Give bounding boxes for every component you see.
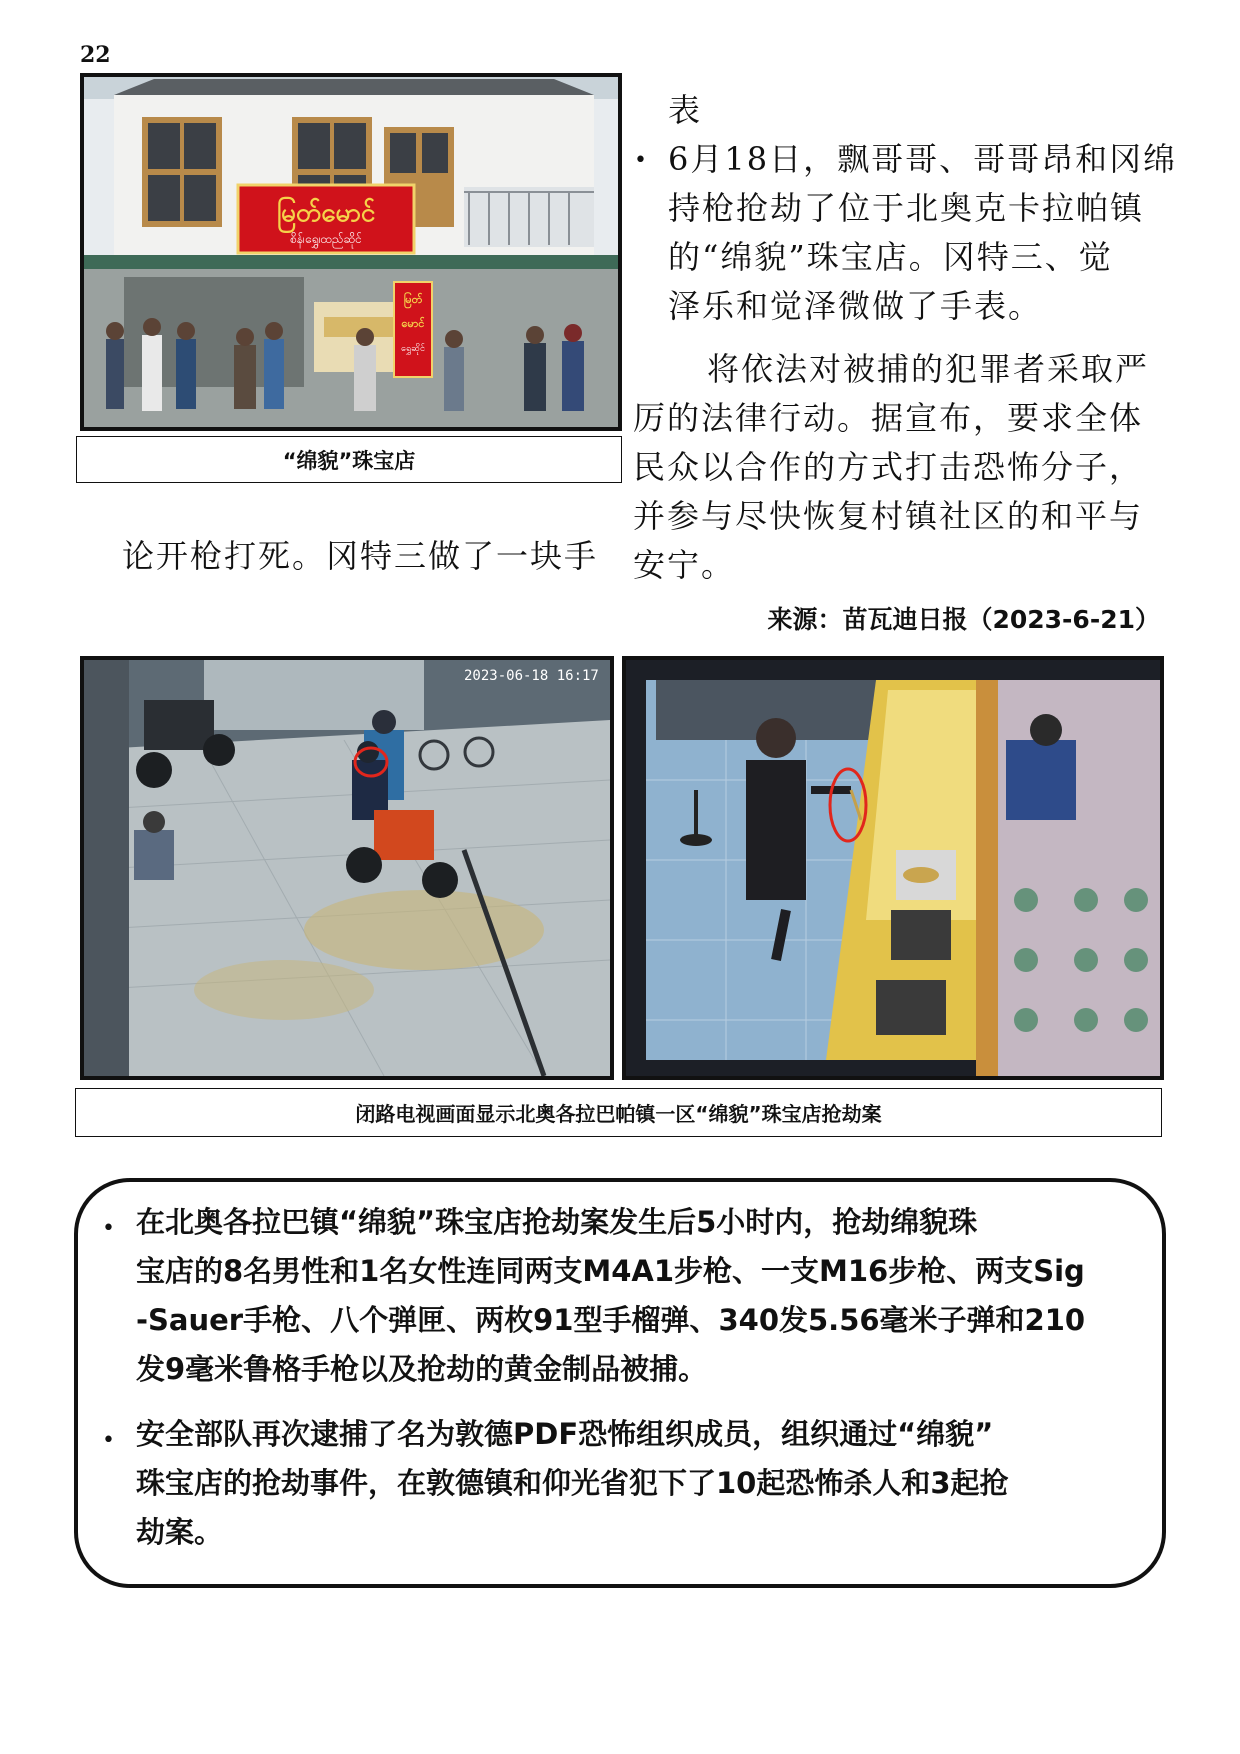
text-line: 在北奥各拉巴镇“绵貌”珠宝店抢劫案发生后5小时内，抢劫绵貌珠 — [136, 1205, 978, 1239]
text-line: 泽乐和觉泽微做了手表。 — [668, 287, 1043, 325]
right-column-continuation: 表 — [668, 91, 703, 129]
text-line: 6月18日，飘哥哥、哥哥昂和冈绵 — [668, 140, 1178, 178]
text-line: 并参与尽快恢复村镇社区的和平与 — [633, 497, 1144, 535]
cctv-interior-photo — [622, 656, 1164, 1080]
right-closing-paragraph — [633, 345, 1149, 590]
text-line: 民众以合作的方式打击恐怖分子， — [633, 448, 1144, 486]
text-line: 劫案。 — [136, 1515, 224, 1549]
bullet-dot: • — [102, 1216, 115, 1241]
shop-photo-caption: “绵貌”珠宝店 — [76, 436, 622, 483]
source-citation: 来源：苗瓦迪日报（2023-6-21） — [767, 605, 1160, 634]
summary-bullet-2 — [136, 1410, 1009, 1557]
cctv-caption: 闭路电视画面显示北奥各拉巴帕镇一区“绵貌”珠宝店抢劫案 — [75, 1088, 1162, 1137]
text-line: 的“绵貌”珠宝店。冈特三、觉 — [668, 238, 1113, 276]
shop-photo — [80, 73, 622, 431]
bullet-dot: • — [634, 148, 647, 173]
text-line: 宝店的8名男性和1名女性连同两支M4A1步枪、一支M16步枪、两支Sig — [136, 1254, 1085, 1288]
right-bullet-paragraph — [668, 135, 1177, 331]
side-sign-line-1: မြတ် — [403, 293, 423, 306]
left-column-line: 论开枪打死。冈特三做了一块手 — [122, 537, 599, 575]
text-line: -Sauer手枪、八个弹匣、两枚91型手榴弹、340发5.56毫米子弹和210 — [136, 1303, 1086, 1337]
side-sign-line-2: မောင် — [401, 317, 425, 330]
text-line: 厉的法律行动。据宣布，要求全体 — [633, 399, 1144, 437]
cctv-street-photo — [80, 656, 614, 1080]
text-line: 将依法对被捕的犯罪者采取严 — [707, 350, 1150, 388]
text-line: 安全部队再次逮捕了名为敦德PDF恐怖组织成员，组织通过“绵貌” — [136, 1417, 994, 1451]
shop-sign-main: မြတ်မောင် — [276, 198, 376, 228]
text-line: 安宁。 — [633, 546, 736, 584]
text-line: 发9毫米鲁格手枪以及抢劫的黄金制品被捕。 — [136, 1352, 708, 1386]
shop-sign-sub: စိန်၊ရွှေ၊ထည်ဆိုင် — [290, 232, 362, 246]
text-line: 珠宝店的抢劫事件，在敦德镇和仰光省犯下了10起恐怖杀人和3起抢 — [136, 1466, 1009, 1500]
page-number: 22 — [80, 42, 111, 68]
cctv-timestamp: 2023-06-18 16:17 — [464, 668, 599, 684]
text-line: 持枪抢劫了位于北奥克卡拉帕镇 — [668, 189, 1145, 227]
bullet-dot: • — [102, 1428, 115, 1453]
side-sign-line-3: ရွှေဆိုင် — [401, 344, 425, 354]
summary-bullet-1 — [136, 1198, 1085, 1394]
